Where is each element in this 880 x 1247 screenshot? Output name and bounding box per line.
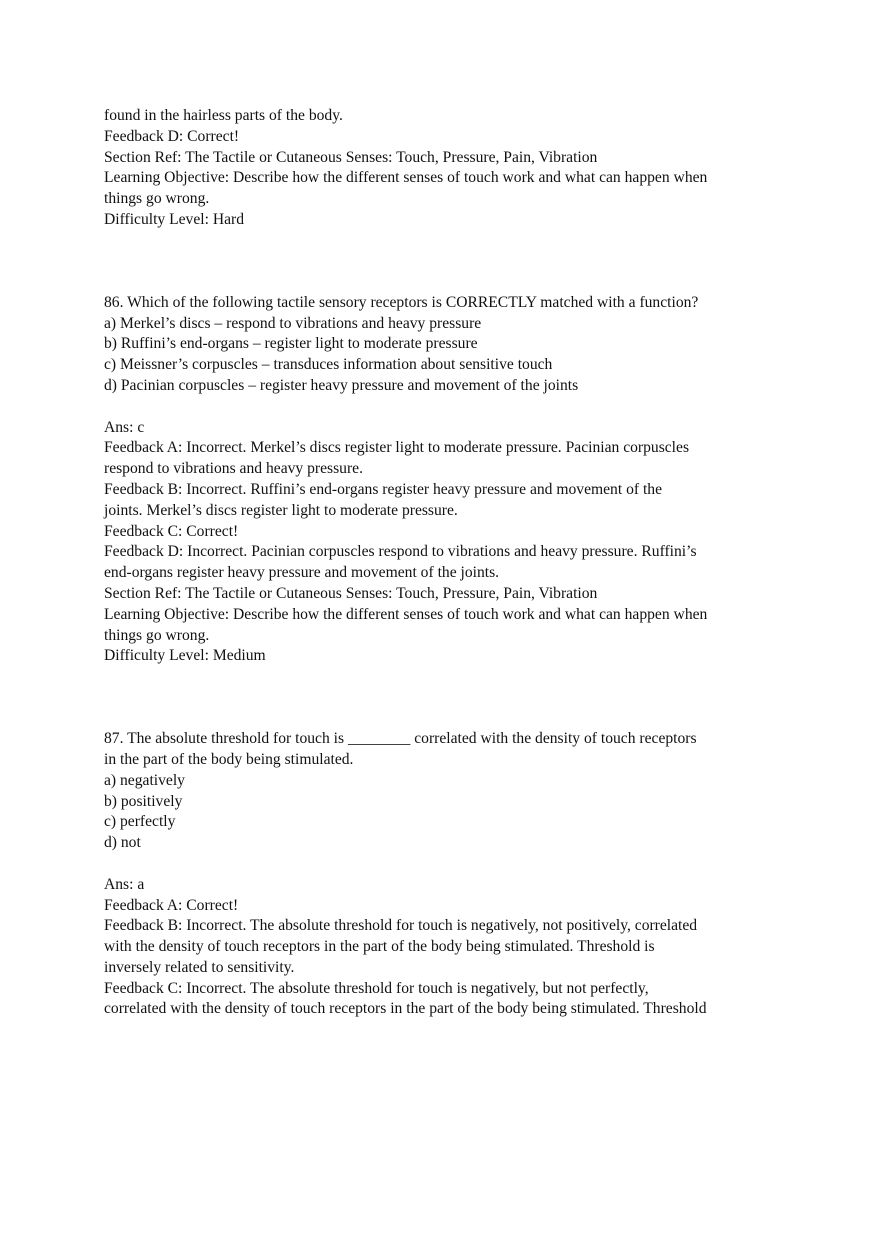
difficulty-level: Difficulty Level: Medium <box>104 647 266 665</box>
feedback-d: Feedback D: Correct! <box>104 127 240 145</box>
option-b: b) positively <box>104 792 183 810</box>
spacer <box>104 397 794 418</box>
page-content <box>104 106 794 1020</box>
option-c: c) perfectly <box>104 813 176 831</box>
difficulty-level: Difficulty Level: Hard <box>104 210 245 228</box>
feedback-a: Feedback A: Correct! <box>104 896 239 914</box>
option-d: d) Pacinian corpuscles – register heavy pressure and movement of the joints <box>104 376 579 394</box>
learning-objective: Learning Objective: Describe how the different senses of touch work and what can happen when <box>104 605 708 623</box>
spacer <box>104 231 794 293</box>
feedback-c-cont: correlated with the density of touch receptors in the part of the body being stimulated. Threshold <box>104 1000 707 1018</box>
spacer <box>104 667 794 729</box>
learning-objective-cont: things go wrong. <box>104 626 210 644</box>
question-87 <box>104 729 794 1020</box>
feedback-d: Feedback D: Incorrect. Pacinian corpuscles respond to vibrations and heavy pressure. Ruffini’s <box>104 543 697 561</box>
feedback-a-cont: respond to vibrations and heavy pressure. <box>104 460 363 478</box>
section-ref: Section Ref: The Tactile or Cutaneous Senses: Touch, Pressure, Pain, Vibration <box>104 148 598 166</box>
question-text: 87. The absolute threshold for touch is ________ correlated with the density of touch receptors <box>104 730 697 748</box>
question-86 <box>104 293 794 667</box>
text-line: found in the hairless parts of the body. <box>104 107 343 124</box>
option-d: d) not <box>104 834 141 852</box>
feedback-b-cont: inversely related to sensitivity. <box>104 958 295 976</box>
feedback-b-cont: joints. Merkel’s discs register light to moderate pressure. <box>104 501 458 519</box>
option-b: b) Ruffini’s end-organs – register light to moderate pressure <box>104 335 478 353</box>
question-text-cont: in the part of the body being stimulated. <box>104 750 354 768</box>
answer: Ans: c <box>104 418 145 436</box>
feedback-b: Feedback B: Incorrect. The absolute threshold for touch is negatively, not positively, correlated <box>104 917 698 935</box>
feedback-b-cont: with the density of touch receptors in the part of the body being stimulated. Threshold is <box>104 938 655 956</box>
learning-objective-cont: things go wrong. <box>104 190 210 208</box>
feedback-d-cont: end-organs register heavy pressure and movement of the joints. <box>104 564 500 582</box>
feedback-c: Feedback C: Correct! <box>104 522 239 540</box>
previous-question-tail <box>104 106 794 231</box>
option-a: a) Merkel’s discs – respond to vibrations and heavy pressure <box>104 314 482 332</box>
question-text: 86. Which of the following tactile sensory receptors is CORRECTLY matched with a function? <box>104 293 699 311</box>
feedback-c: Feedback C: Incorrect. The absolute threshold for touch is negatively, but not perfectly, <box>104 979 649 997</box>
option-c: c) Meissner’s corpuscles – transduces information about sensitive touch <box>104 356 553 374</box>
spacer <box>104 854 794 875</box>
learning-objective: Learning Objective: Describe how the different senses of touch work and what can happen when <box>104 169 708 187</box>
answer: Ans: a <box>104 875 145 893</box>
option-a: a) negatively <box>104 771 185 789</box>
section-ref: Section Ref: The Tactile or Cutaneous Senses: Touch, Pressure, Pain, Vibration <box>104 584 598 602</box>
feedback-b: Feedback B: Incorrect. Ruffini’s end-organs register heavy pressure and movement of the <box>104 480 663 498</box>
feedback-a: Feedback A: Incorrect. Merkel’s discs register light to moderate pressure. Pacinian corpuscles <box>104 439 690 457</box>
